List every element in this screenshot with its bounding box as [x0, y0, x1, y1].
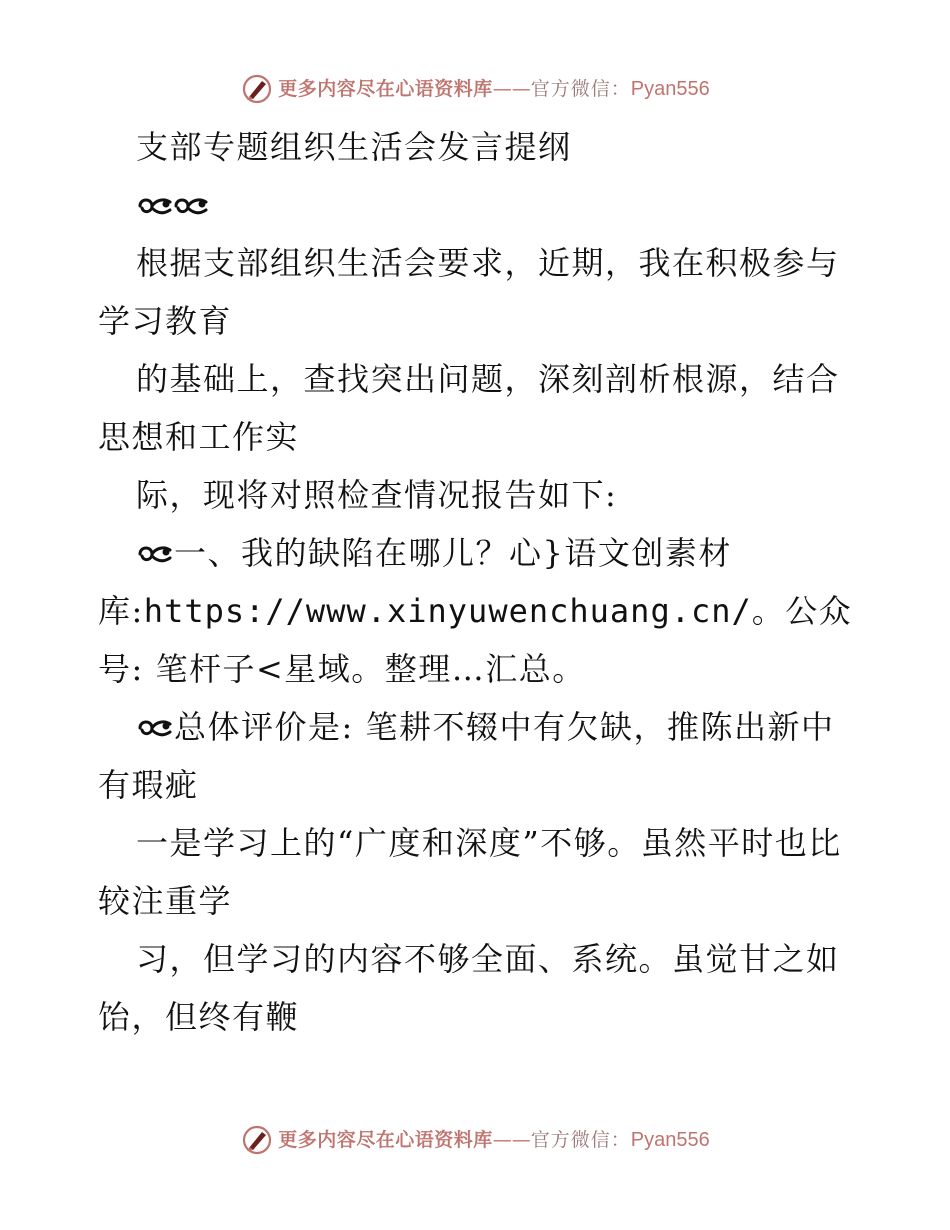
intro-line-1: 根据支部组织生活会要求，近期，我在积极参与学习教育 [98, 244, 840, 340]
point1-line-a: 一是学习上的“广度和深度”不够。虽然平时也比较注重学 [98, 824, 842, 920]
evaluation-text: 总体评价是: 笔耕不辍中有欠缺，推陈出新中有瑕疵 [98, 708, 835, 804]
floral-ornament-icon [136, 714, 174, 742]
floral-ornament-icon [136, 192, 212, 220]
header-promo-text: 更多内容尽在心语资料库 [278, 77, 493, 100]
intro-line-2: 的基础上，查找突出问题，深刻剖析根源，结合思想和工作实 [98, 360, 840, 456]
header-banner [0, 72, 950, 106]
footer-wechat-id: Pyan556 [630, 1129, 710, 1151]
footer-banner [0, 1123, 950, 1157]
document-body [98, 118, 858, 1046]
footer-promo-text: 更多内容尽在心语资料库 [278, 1128, 493, 1151]
intro-line-3: 际，现将对照检查情况报告如下: [136, 476, 618, 514]
quill-pen-icon [240, 72, 274, 106]
quill-pen-icon [240, 1123, 274, 1157]
header-wechat-label: 官方微信： [530, 77, 631, 100]
footer-separator: —— [492, 1128, 531, 1151]
header-wechat-id: Pyan556 [630, 78, 710, 100]
document-title: 支部专题组织生活会发言提纲 [136, 128, 572, 166]
header-separator: —— [492, 77, 531, 100]
section1-url: https://www.xinyuwenchuang.cn/ [143, 592, 752, 630]
floral-ornament-icon [136, 540, 174, 568]
point1-line-b: 习，但学习的内容不够全面、系统。虽觉甘之如饴，但终有鞭 [98, 940, 840, 1036]
ornament-row [98, 176, 858, 234]
section1-heading: 一、我的缺陷在哪儿？心}语文创素材库: [98, 534, 732, 630]
footer-wechat-label: 官方微信： [530, 1128, 631, 1151]
evaluation-paragraph [98, 698, 858, 814]
section1-paragraph [98, 524, 858, 698]
section1-tail: 。公众号: 笔杆子<星域。整理…汇总。 [98, 592, 853, 688]
